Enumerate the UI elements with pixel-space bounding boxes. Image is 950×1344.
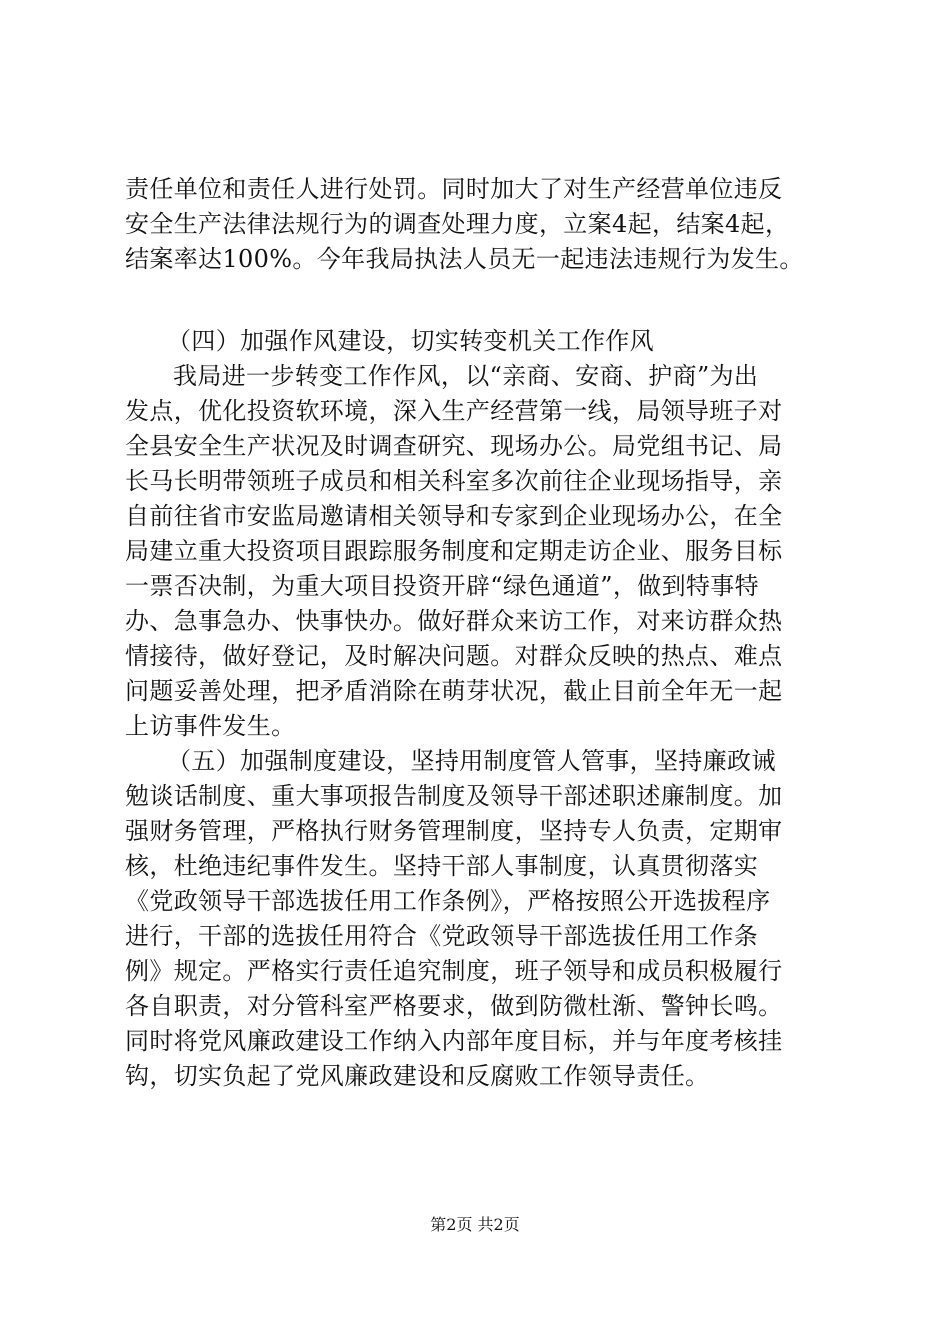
paragraph-3-line: （五）加强制度建设，坚持用制度管人管事，坚持廉政诫 bbox=[167, 747, 776, 775]
paragraph-3-line: 钩，切实负起了党风廉政建设和反腐败工作领导责任。 bbox=[125, 1062, 710, 1090]
section-heading: （四）加强作风建设，切实转变机关工作作风 bbox=[167, 327, 654, 355]
paragraph-3-line: 各自职责，对分管科室严格要求，做到防微杜渐、警钟长鸣。 bbox=[125, 992, 783, 1020]
paragraph-2-line: 我局进一步转变工作作风，以“亲商、安商、护商”为出 bbox=[173, 362, 759, 390]
paragraph-2-line: 一票否决制，为重大项目投资开辟“绿色通道”，做到特事特 bbox=[125, 572, 759, 600]
paragraph-2-line: 办、急事急办、快事快办。做好群众来访工作，对来访群众热 bbox=[125, 607, 783, 635]
paragraph-2-line: 上访事件发生。 bbox=[125, 712, 296, 740]
document-body bbox=[125, 172, 837, 1094]
paragraph-2-line: 自前往省市安监局邀请相关领导和专家到企业现场办公，在全 bbox=[125, 502, 783, 530]
paragraph-2-line: 长马长明带领班子成员和相关科室多次前往企业现场指导，亲 bbox=[125, 467, 783, 495]
paragraph-3-line: 同时将党风廉政建设工作纳入内部年度目标，并与年度考核挂 bbox=[125, 1027, 783, 1055]
paragraph-2-line: 局建立重大投资项目跟踪服务制度和定期走访企业、服务目标 bbox=[125, 537, 783, 565]
paragraph-1-line: 安全生产法律法规行为的调查处理力度，立案4起，结案4起， bbox=[125, 210, 790, 238]
paragraph-spacer bbox=[125, 277, 837, 324]
paragraph-2-line: 发点，优化投资软环境，深入生产经营第一线，局领导班子对 bbox=[125, 397, 783, 425]
paragraph-3-line: 《党政领导干部选拔任用工作条例》，严格按照公开选拔程序 bbox=[125, 887, 771, 915]
paragraph-3-line: 强财务管理，严格执行财务管理制度，坚持专人负责，定期审 bbox=[125, 817, 783, 845]
paragraph-1-line: 责任单位和责任人进行处罚。同时加大了对生产经营单位违反 bbox=[125, 175, 783, 203]
page-footer bbox=[0, 1214, 950, 1236]
paragraph-2-line: 全县安全生产状况及时调查研究、现场办公。局党组书记、局 bbox=[125, 432, 783, 460]
paragraph-1-line: 结案率达100%。今年我局执法人员无一起违法违规行为发生。 bbox=[125, 245, 804, 273]
paragraph-3-line: 核，杜绝违纪事件发生。坚持干部人事制度，认真贯彻落实 bbox=[125, 852, 759, 880]
paragraph-2-line: 情接待，做好登记，及时解决问题。对群众反映的热点、难点 bbox=[125, 642, 783, 670]
page-number-label: 第2页 共2页 bbox=[430, 1215, 520, 1234]
paragraph-3-line: 进行，干部的选拔任用符合《党政领导干部选拔任用工作条 bbox=[125, 922, 759, 950]
paragraph-3-line: 例》规定。严格实行责任追究制度，班子领导和成员积极履行 bbox=[125, 957, 783, 985]
paragraph-2-line: 问题妥善处理，把矛盾消除在萌芽状况，截止目前全年无一起 bbox=[125, 677, 783, 705]
paragraph-3-line: 勉谈话制度、重大事项报告制度及领导干部述职述廉制度。加 bbox=[125, 782, 783, 810]
